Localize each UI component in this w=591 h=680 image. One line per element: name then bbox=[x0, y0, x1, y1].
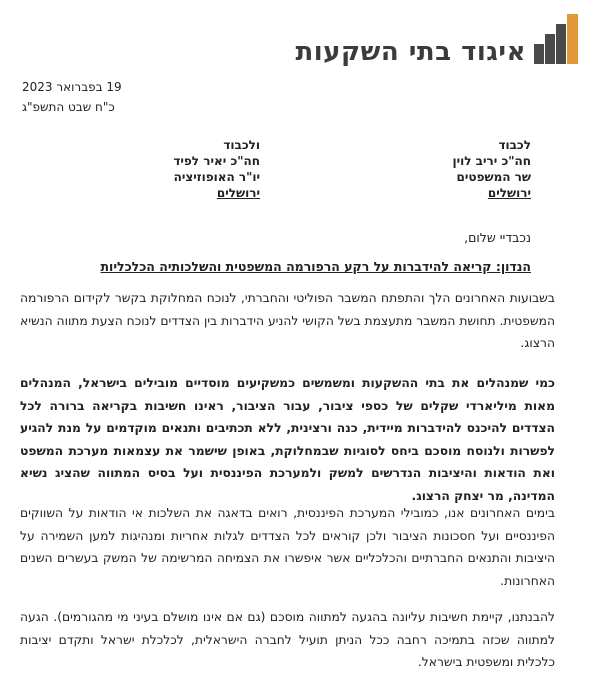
logo-bars-icon bbox=[533, 14, 579, 64]
hebrew-date: כ"ח שבט התשפ"ג bbox=[22, 100, 115, 114]
recipient-title: שר המשפטים bbox=[456, 170, 531, 184]
recipient-city: ירושלים bbox=[216, 186, 260, 200]
greeting: נכבדיי שלום, bbox=[464, 230, 531, 245]
recipient-title: יו"ר האופוזיציה bbox=[173, 170, 260, 184]
body-paragraph: בימים האחרונים אנו, כמובילי המערכת הפיננסית, רואים בדאגה את השלכות אי הודאות על השווקים הפיננסיים ועל חסכונות הציבור ולכן קוראים לכל הצדדים לגלות אחריות ומנהיגות למען השמירה על היציבות והתנאים החברתיים והכלכליים אשר איפשרו את הצמיחה המרשימה של המשק בעשרים השנים האחרונות. bbox=[20, 506, 555, 588]
body-paragraph: להבנתנו, קיימת חשיבות עליונה בהגעה למתווה מוסכם (גם אם אינו מושלם בעיני מי מהגורמים). הגעה למתווה שכזה בתמיכה רחבה ככל הניתן תועיל לחברה הישראלית, לכלכלת ישראל ותקדם יציבות כלכלית ומשפטית בישראל. bbox=[20, 610, 555, 669]
body-paragraph: בשבועות האחרונים הלך והתפתח המשבר הפוליטי והחברתי, לנוכח המחלוקת בקשר לקידום הרפורמה המשפטית. תחושת המשבר מתעצמת בשל הקושי להניע הידברות בין הצדדים לנוכח הצעת מתווה הנשיא הרצוג. bbox=[20, 291, 555, 350]
body-paragraph-bold: כמי שמנהלים את בתי ההשקעות ומשמשים כמשקיעים מוסדיים מובילים בישראל, המנהלים מאות מיליארדי שקלים של כספי ציבור, עבור הציבור, ראינו חשיבות בקריאה ברורה לכל הצדדים להיכנס להידברות מיידית, כנה ורצינית, ללא תכתיבים ותנאים מוקדמים על מנת להגיע לפשרות ולנוסח מוסכם ביחס לסוגיות שבמחלוקת, באופן שישמר את עצמאות מערכת המשפט ואת הודאות והיציבות הנדרשים למשק ולמערכת הפיננסית ועל בסיס המתווה שהציג נשיא המדינה, מר יצחק הרצוג. bbox=[20, 376, 555, 503]
subject-line: הנדון: קריאה להידברות על רקע הרפורמה המשפטית והשלכותיה הכלכליות bbox=[100, 259, 531, 274]
recipient-name: חה"כ יאיר לפיד bbox=[173, 154, 260, 168]
recipient-honor: לכבוד bbox=[498, 138, 531, 152]
recipient-name: חה"כ יריב לוין bbox=[452, 154, 531, 168]
recipient-honor: ולכבוד bbox=[223, 138, 260, 152]
organization-name: איגוד בתי השקעות bbox=[295, 37, 526, 67]
recipient-justice-minister bbox=[371, 137, 531, 201]
recipient-city: ירושלים bbox=[487, 186, 531, 200]
recipient-opposition-leader bbox=[100, 137, 260, 201]
gregorian-date: 19 בפברואר 2023 bbox=[22, 80, 122, 94]
